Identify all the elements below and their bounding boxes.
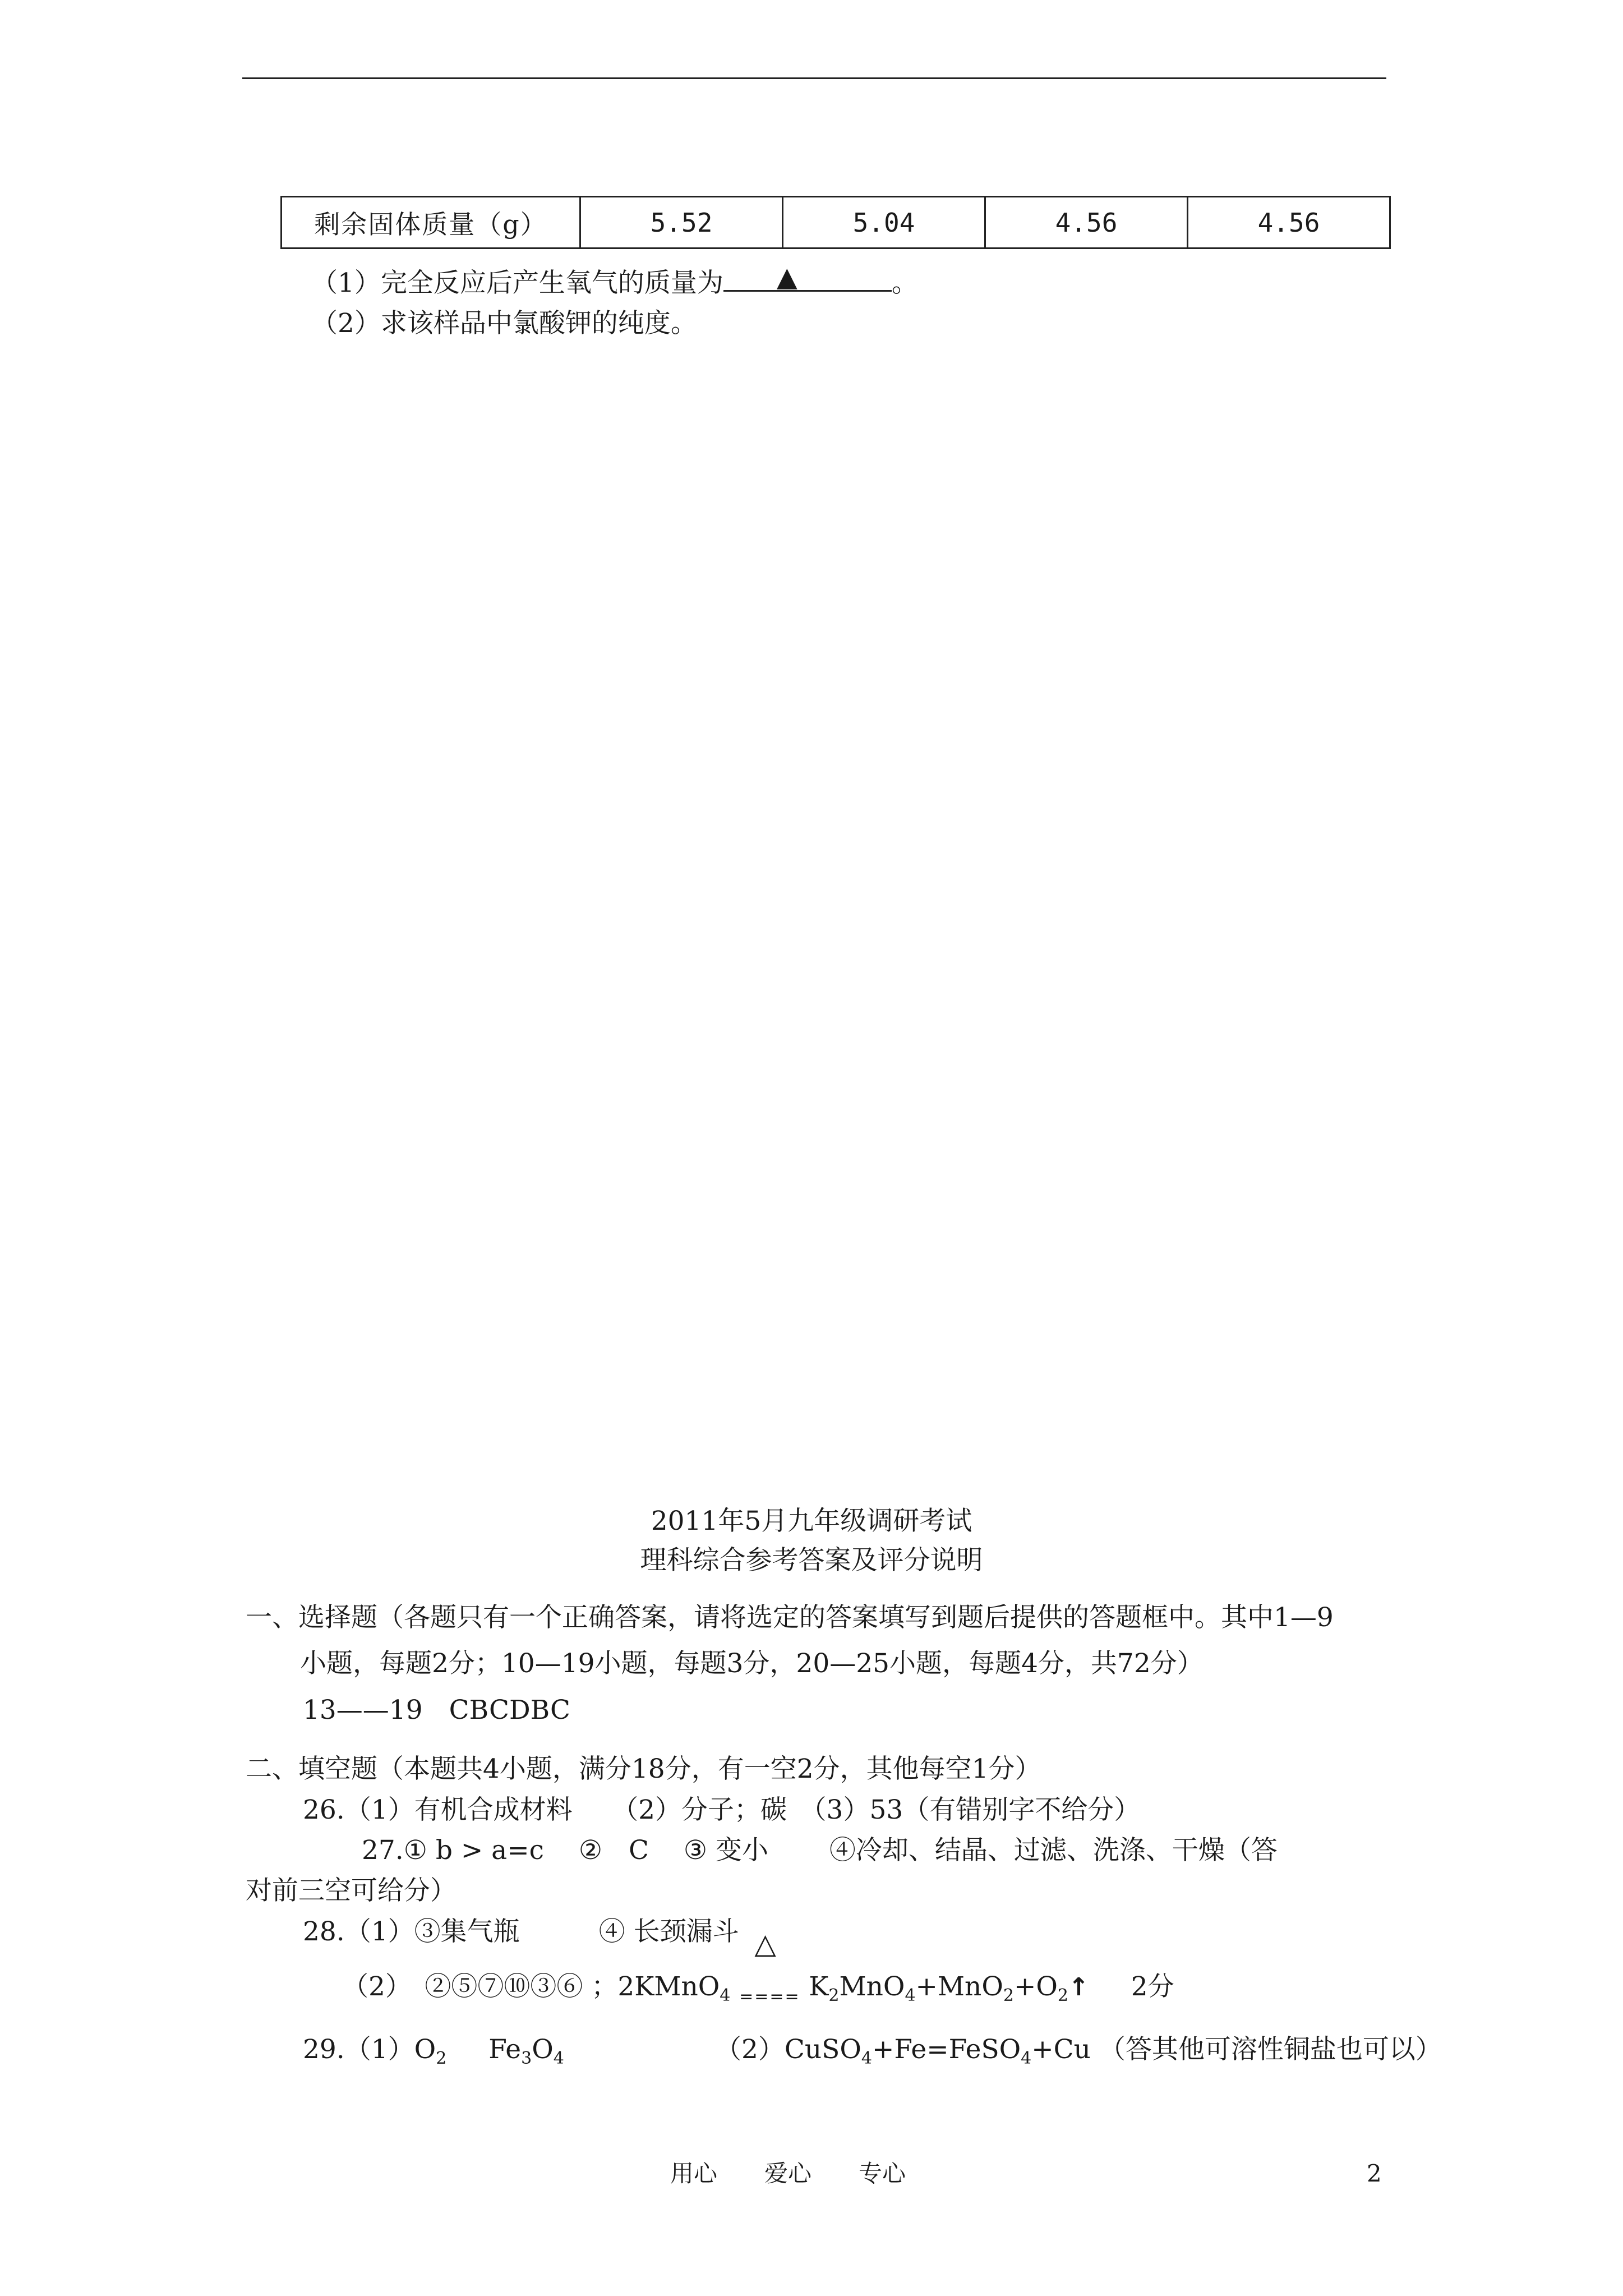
subscript: 4: [905, 1986, 916, 2005]
subscript: 3: [521, 2049, 532, 2068]
answer-29-part2-text: （2）CuSO: [715, 2034, 861, 2065]
section-1-answers: 13——19 CBCDBC: [303, 1695, 570, 1726]
question-1: [311, 261, 918, 298]
product-plus-mno: +MnO: [915, 1971, 1003, 2002]
up-arrow-icon: ↑: [1068, 1973, 1089, 2001]
answer-29-fe: Fe: [488, 2034, 522, 2065]
answer-blank: [723, 261, 892, 293]
subscript: 4: [861, 2049, 872, 2068]
answer-29: [303, 2034, 564, 2068]
table-cell: 4.56: [1188, 197, 1390, 249]
header-rule: [242, 77, 1386, 79]
question-1-text: （1）完全反应后产生氧气的质量为: [311, 268, 723, 298]
product-k: K: [809, 1971, 829, 2002]
table-cell: 5.52: [580, 197, 783, 249]
footer-slogan: 用心 爱心 专心: [670, 2160, 906, 2187]
answer-28-part2-text: （2） ②⑤⑦⑩③⑥ ；2KMnO: [342, 1971, 720, 2002]
product-mno: MnO: [839, 1971, 905, 2002]
answer-29-part2: [715, 2034, 1442, 2068]
delta-icon: △: [754, 1927, 776, 1960]
page-number: 2: [1367, 2160, 1382, 2187]
heating-condition-sign: [739, 1927, 800, 2007]
question-1-suffix: 。: [891, 268, 918, 298]
subscript: 4: [720, 1986, 731, 2005]
answer-27-cont: 对前三空可给分）: [246, 1875, 457, 1906]
answer-26: 26.（1）有机合成材料 （2）分子；碳 （3）53（有错别字不给分）: [303, 1795, 1141, 1825]
answer-29-part2-mid: +Fe=FeSO: [872, 2034, 1021, 2065]
equals-bars: ====: [739, 1987, 800, 2007]
table-row-label: 剩余固体质量（g）: [282, 197, 580, 249]
subscript: 2: [1003, 1986, 1014, 2005]
subscript: 4: [553, 2049, 564, 2068]
answer-29-o: O: [532, 2034, 554, 2065]
section-1-heading: 一、选择题（各题只有一个正确答案，请将选定的答案填写到题后提供的答题框中。其中1—9: [246, 1602, 1334, 1633]
table-row: [282, 197, 1390, 249]
subscript: 2: [436, 2049, 447, 2068]
answer-29-part1: 29.（1）O: [303, 2034, 436, 2065]
question-2: （2）求该样品中氯酸钾的纯度。: [311, 308, 697, 339]
product-plus-o: +O: [1013, 1971, 1058, 2002]
answers-subtitle: 理科综合参考答案及评分说明: [640, 1545, 983, 1576]
answer-27: 27.① b > a=c ② C ③ 变小 ④冷却、结晶、过滤、洗涤、干燥（答: [362, 1835, 1278, 1866]
table-cell: 5.04: [783, 197, 985, 249]
answer-28-part1: 28.（1）③集气瓶 ④ 长颈漏斗: [303, 1916, 739, 1947]
table-cell: 4.56: [985, 197, 1188, 249]
subscript: 2: [1057, 1986, 1068, 2005]
subscript: 2: [828, 1986, 840, 2005]
answer-29-part2-end: +Cu （答其他可溶性铜盐也可以）: [1031, 2034, 1442, 2065]
answers-title: 2011年5月九年级调研考试: [651, 1506, 972, 1536]
residual-solid-mass-table: [280, 196, 1391, 249]
triangle-marker-icon: ▲: [776, 261, 797, 293]
score-note: 2分: [1131, 1971, 1174, 2002]
section-2-heading: 二、填空题（本题共4小题，满分18分，有一空2分，其他每空1分）: [246, 1754, 1041, 1784]
section-1-heading-cont: 小题，每题2分；10—19小题，每题3分，20—25小题，每题4分，共72分）: [300, 1648, 1204, 1679]
subscript: 4: [1021, 2049, 1032, 2068]
